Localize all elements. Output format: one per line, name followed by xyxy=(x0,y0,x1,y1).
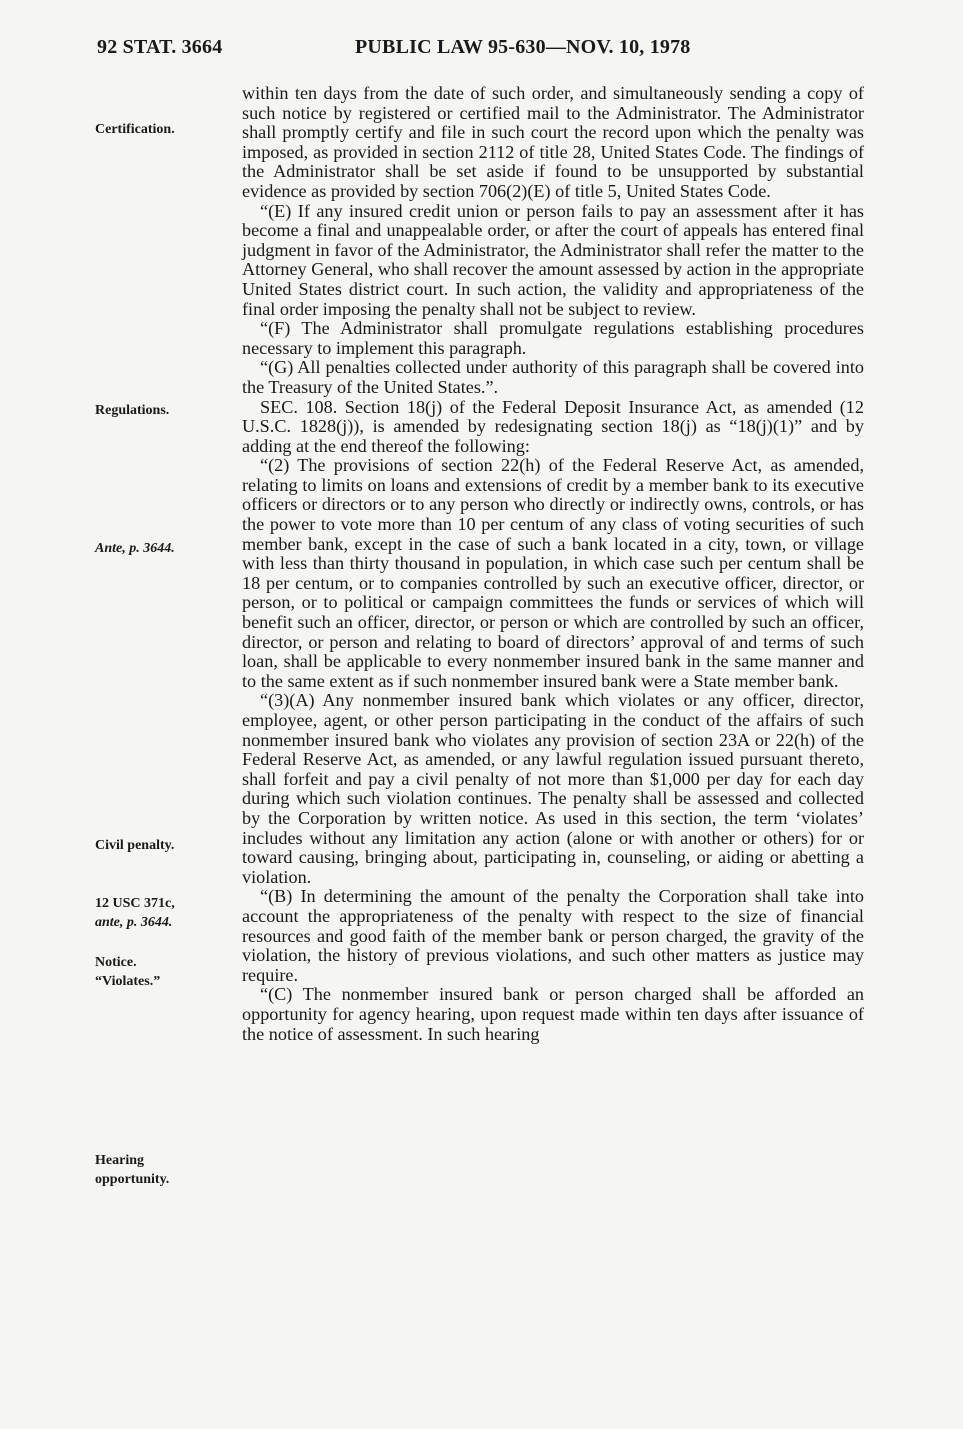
margin-note-notice xyxy=(95,953,235,991)
stat-page-number: 92 STAT. 3664 xyxy=(97,36,223,58)
running-title: PUBLIC LAW 95-630—NOV. 10, 1978 xyxy=(355,36,691,58)
usc-line-1: 12 USC 371c, xyxy=(95,896,175,911)
page-header xyxy=(97,36,867,62)
paragraph-3b: “(B) In determining the amount of the penalty the Corporation shall take into account the appropriateness of the penalty with respect to the size of financial resources and good faith of the member bank or person charged, the gravity of the violation, the history of previous violations, and such other matters as justice may require. xyxy=(242,886,864,985)
margin-note-regulations: Regulations. xyxy=(95,403,170,418)
paragraph-g: “(G) All penalties collected under authority of this paragraph shall be covered into the Treasury of the United States.”. xyxy=(242,357,864,397)
statute-body xyxy=(242,84,864,1044)
margin-note-certification: Certification. xyxy=(95,122,175,137)
paragraph-continuation: within ten days from the date of such order, and simultaneously sending a copy of such notice by registered or certified mail to the Administrator. The Administrator shall promptly certify and file in such court the record upon which the penalty was imposed, as provided in section 2112 of title 28, United States Code. The findings of the Administrator shall be set aside if found to be unsupported by substantial evidence as provided by section 706(2)(E) of title 5, United States Code. xyxy=(242,83,864,201)
paragraph-2: “(2) The provisions of section 22(h) of the Federal Reserve Act, as amended, relating to limits on loans and extensions of credit by a member bank to its executive officers or directors or to any person who directly or indirectly owns, controls, or has the power to vote more than 10 per centum of any class of voting securities of such member bank, except in the case of such a bank located in a city, town, or village with less than thirty thousand in population, in which case such per centum shall be 18 per centum, or to companies controlled by such an executive officer, director, or person, or to political or campaign committees the funds or services of which will benefit such an officer, director, or person or which are controlled by such an officer, director, or person and relating to board of directors’ approval of and terms of such loan, shall be applicable to every nonmember insured bank in the same manner and to the same extent as if such nonmember insured bank were a State member bank. xyxy=(242,455,864,691)
margin-note-civil-penalty: Civil penalty. xyxy=(95,838,175,853)
hearing-line-2: opportunity. xyxy=(95,1172,170,1187)
paragraph-f: “(F) The Administrator shall promulgate regulations establishing procedures necessary to implement this paragraph. xyxy=(242,318,864,358)
paragraph-3a: “(3)(A) Any nonmember insured bank which violates or any officer, director, employee, agent, or other person participating in the conduct of the affairs of such nonmember insured bank who violates any provision of section 23A or 22(h) of the Federal Reserve Act, as amended, or any lawful regulation issued pursuant thereto, shall forfeit and pay a civil penalty of not more than $1,000 per day for each day during which such violation continues. The penalty shall be assessed and collected by the Corporation by written notice. As used in this section, the term ‘violates’ includes without any limitation any action (alone or with another or others) for or toward causing, bringing about, participating in, counseling, or aiding or abetting a violation. xyxy=(242,690,864,887)
margin-note-hearing xyxy=(95,1151,235,1189)
margin-note-ante: Ante, p. 3644. xyxy=(95,541,175,556)
notice-label: Notice. xyxy=(95,955,137,970)
usc-line-2: ante, p. 3644. xyxy=(95,915,173,930)
paragraph-e: “(E) If any insured credit union or person fails to pay an assessment after it has become a final and unappealable order, or after the court of appeals has entered final judgment in favor of the Administrator, the Administrator shall refer the matter to the Attorney General, who shall recover the amount assessed by action in the appropriate United States district court. In such action, the validity and appropriateness of the final order imposing the penalty shall not be subject to review. xyxy=(242,200,864,319)
section-108: SEC. 108. Section 18(j) of the Federal Deposit Insurance Act, as amended (12 U.S.C. 1828(j)), is amended by redesignating section 18(j) as “18(j)(1)” and by adding at the end thereof the following: xyxy=(242,396,864,456)
margin-note-usc-reference xyxy=(95,894,235,932)
paragraph-3c: “(C) The nonmember insured bank or person charged shall be afforded an opportunity for agency hearing, upon request made within ten days after issuance of the notice of assessment. In such hearing xyxy=(242,984,864,1044)
hearing-line-1: Hearing xyxy=(95,1153,144,1168)
violates-label: “Violates.” xyxy=(95,974,161,989)
